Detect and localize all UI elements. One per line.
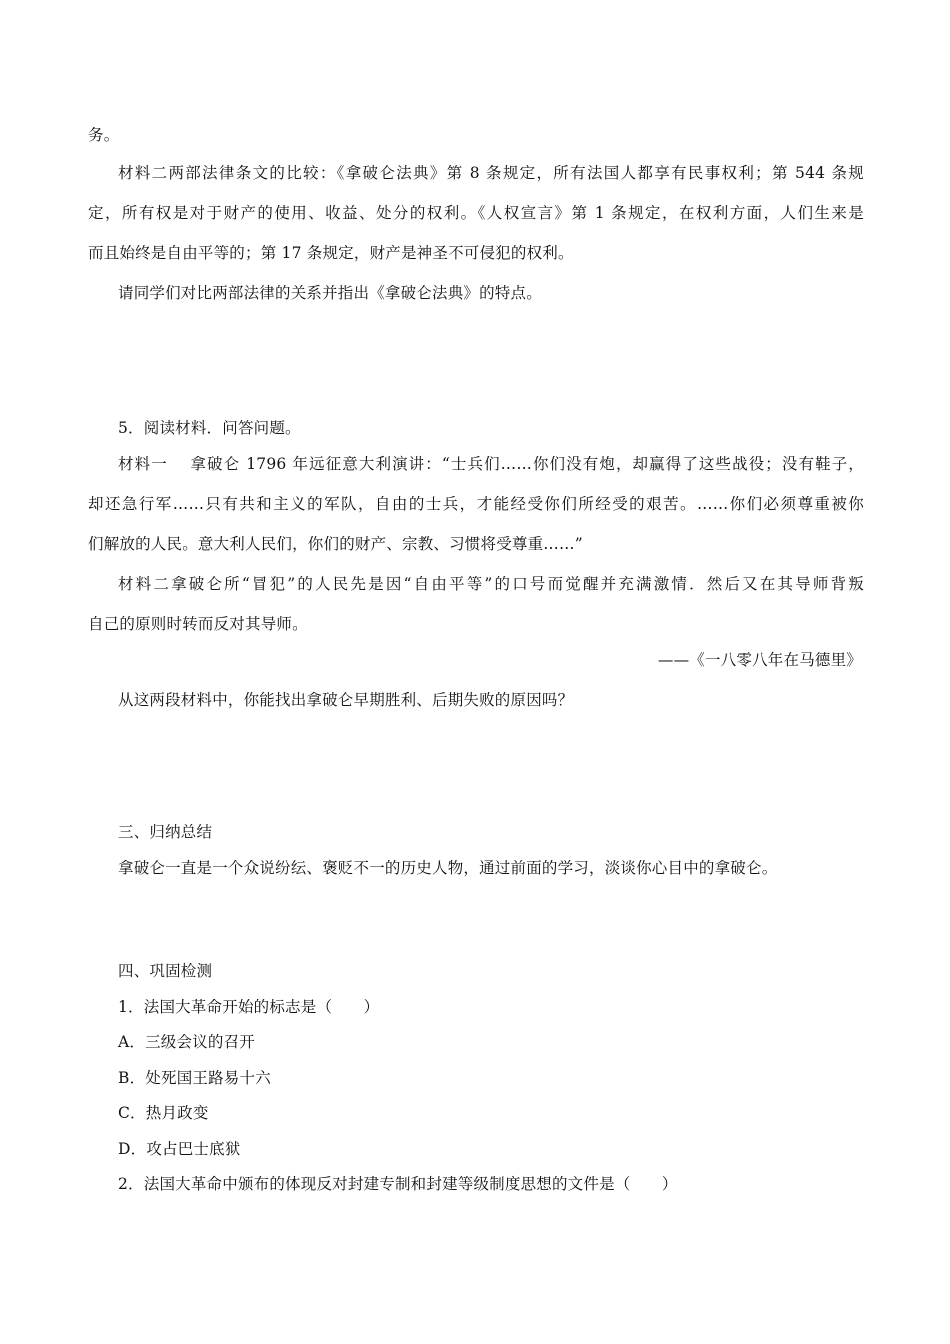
text-line: 定，所有权是对于财产的使用、收益、处分的权利。《人权宣言》第 1 条规定，在权利方面，人们生来是 — [88, 204, 864, 222]
option: C．热月政变 — [118, 1104, 209, 1122]
section-heading: 四、巩固检测 — [118, 962, 213, 980]
question: 1．法国大革命开始的标志是（ ） — [118, 998, 380, 1016]
option: A．三级会议的召开 — [118, 1033, 255, 1051]
question: 2．法国大革命中颁布的体现反对封建专制和封建等级制度思想的文件是（ ） — [118, 1175, 678, 1193]
text-line: 自己的原则时转而反对其导师。 — [88, 615, 308, 633]
option: B．处死国王路易十六 — [118, 1069, 271, 1087]
text-line: 们解放的人民。意大利人民们，你们的财产、宗教、习惯将受尊重……” — [88, 535, 583, 553]
section-heading: 三、归纳总结 — [118, 823, 213, 841]
text-line: 材料二两部法律条文的比较：《拿破仑法典》第 8 条规定，所有法国人都享有民事权利；第 544 条规 — [118, 164, 864, 182]
text-line: 从这两段材料中，你能找出拿破仑早期胜利、后期失败的原因吗？ — [118, 691, 574, 709]
text-line: 材料一 拿破仑 1796 年远征意大利演讲：“士兵们……你们没有炮，却赢得了这些战役；没有鞋子， — [118, 455, 864, 473]
text-line: 务。 — [88, 126, 120, 144]
text-line: 却还急行军……只有共和主义的军队，自由的士兵，才能经受你们所经受的艰苦。……你们必须尊重被你 — [88, 495, 864, 513]
option: D．攻占巴士底狱 — [118, 1140, 241, 1158]
source-citation: ——《一八零八年在马德里》 — [657, 651, 862, 669]
text-line: 而且始终是自由平等的；第 17 条规定，财产是神圣不可侵犯的权利。 — [88, 244, 574, 262]
text-line: 拿破仑一直是一个众说纷纭、褒贬不一的历史人物，通过前面的学习，淡谈你心目中的拿破仑。 — [118, 859, 778, 877]
text-line: 材料二拿破仑所“冒犯”的人民先是因“自由平等”的口号而觉醒并充满激情．然后又在其导师背叛 — [118, 575, 864, 593]
text-line: 请同学们对比两部法律的关系并指出《拿破仑法典》的特点。 — [118, 284, 542, 302]
section-heading: 5．阅读材料．问答问题。 — [118, 419, 301, 437]
